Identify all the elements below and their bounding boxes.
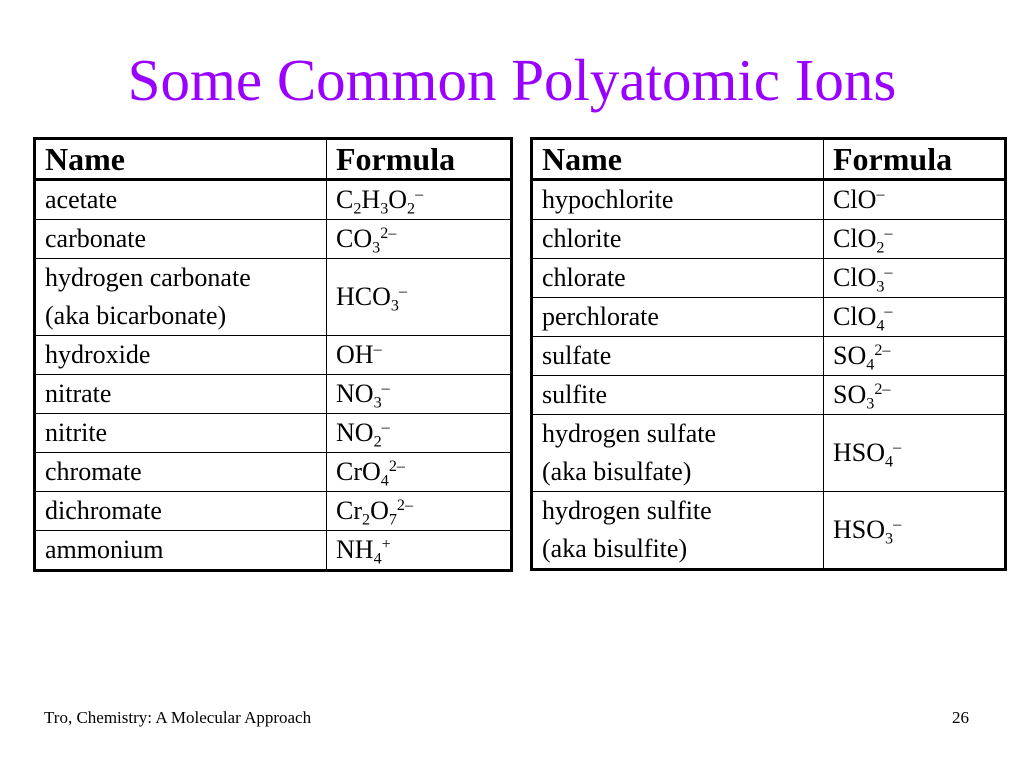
table-row <box>532 492 1006 570</box>
table-header-row <box>532 139 1006 180</box>
table-row <box>35 375 512 414</box>
table-row <box>532 376 1006 415</box>
ion-formula-cell: $SO_4^{2-}$ <box>824 337 1006 376</box>
ion-formula-cell: ClO– <box>824 180 1006 220</box>
ion-formula-cell: $HSO_3^-$ <box>824 492 1006 570</box>
table-row <box>532 259 1006 298</box>
ion-name-cell: hydrogen sulfite (aka bisulfite) <box>532 492 824 570</box>
ion-formula-cell: $HSO_4^-$ <box>824 415 1006 492</box>
ion-name-cell: acetate <box>35 180 327 220</box>
table-row <box>532 220 1006 259</box>
ion-name-cell: sulfite <box>532 376 824 415</box>
ion-formula-cell: $Cr_2O_7^{2-}$ <box>327 492 512 531</box>
ion-formula-cell: ClO$_2$– <box>824 220 1006 259</box>
ion-formula-cell: $NH_4^+$ <box>327 531 512 571</box>
table-row <box>35 453 512 492</box>
ion-formula-cell: $SO_3^{2-}$ <box>824 376 1006 415</box>
ion-name-cell: dichromate <box>35 492 327 531</box>
table-row <box>35 414 512 453</box>
table-row <box>532 298 1006 337</box>
table-row <box>35 531 512 571</box>
table-header-row <box>35 139 512 180</box>
ion-table-right <box>530 137 1007 571</box>
ion-table-left <box>33 137 513 572</box>
column-header-formula: Formula <box>824 139 1006 180</box>
ion-name-cell: chlorite <box>532 220 824 259</box>
column-header-name: Name <box>35 139 327 180</box>
ion-formula-cell: $HCO_3^-$ <box>327 259 512 336</box>
ion-name-cell: hypochlorite <box>532 180 824 220</box>
ion-name-cell: perchlorate <box>532 298 824 337</box>
table-row <box>35 180 512 220</box>
table-row <box>532 337 1006 376</box>
ion-name-cell: chromate <box>35 453 327 492</box>
ion-name-cell: nitrate <box>35 375 327 414</box>
table-row <box>35 492 512 531</box>
slide-title: Some Common Polyatomic Ions <box>127 47 897 113</box>
ion-name-cell: sulfate <box>532 337 824 376</box>
page-number: 26 <box>952 708 969 727</box>
table-row <box>532 415 1006 492</box>
table-body <box>532 180 1006 570</box>
ion-formula-cell: $NO_2^-$ <box>327 414 512 453</box>
table-row <box>35 336 512 375</box>
ion-formula-cell: $CO_3^{2-}$ <box>327 220 512 259</box>
ion-formula-cell: ClO$_4$– <box>824 298 1006 337</box>
ion-name-cell: chlorate <box>532 259 824 298</box>
table-row <box>35 259 512 336</box>
ion-name-cell: hydrogen carbonate (aka bicarbonate) <box>35 259 327 336</box>
ion-name-cell: nitrite <box>35 414 327 453</box>
ion-formula-cell: OH– <box>327 336 512 375</box>
table-body <box>35 180 512 571</box>
ion-name-cell: carbonate <box>35 220 327 259</box>
table-row <box>35 220 512 259</box>
ion-name-cell: hydroxide <box>35 336 327 375</box>
ion-formula-cell: ClO$_3$– <box>824 259 1006 298</box>
column-header-name: Name <box>532 139 824 180</box>
ion-formula-cell: CrO$_4^{2-}$ <box>327 453 512 492</box>
ion-formula-cell: $C_2H_3O_2^-$ <box>327 180 512 220</box>
ion-name-cell: ammonium <box>35 531 327 571</box>
ion-formula-cell: $NO_3^-$ <box>327 375 512 414</box>
ion-name-cell: hydrogen sulfate (aka bisulfate) <box>532 415 824 492</box>
footer-source: Tro, Chemistry: A Molecular Approach <box>44 708 312 727</box>
table-row <box>532 180 1006 220</box>
column-header-formula: Formula <box>327 139 512 180</box>
